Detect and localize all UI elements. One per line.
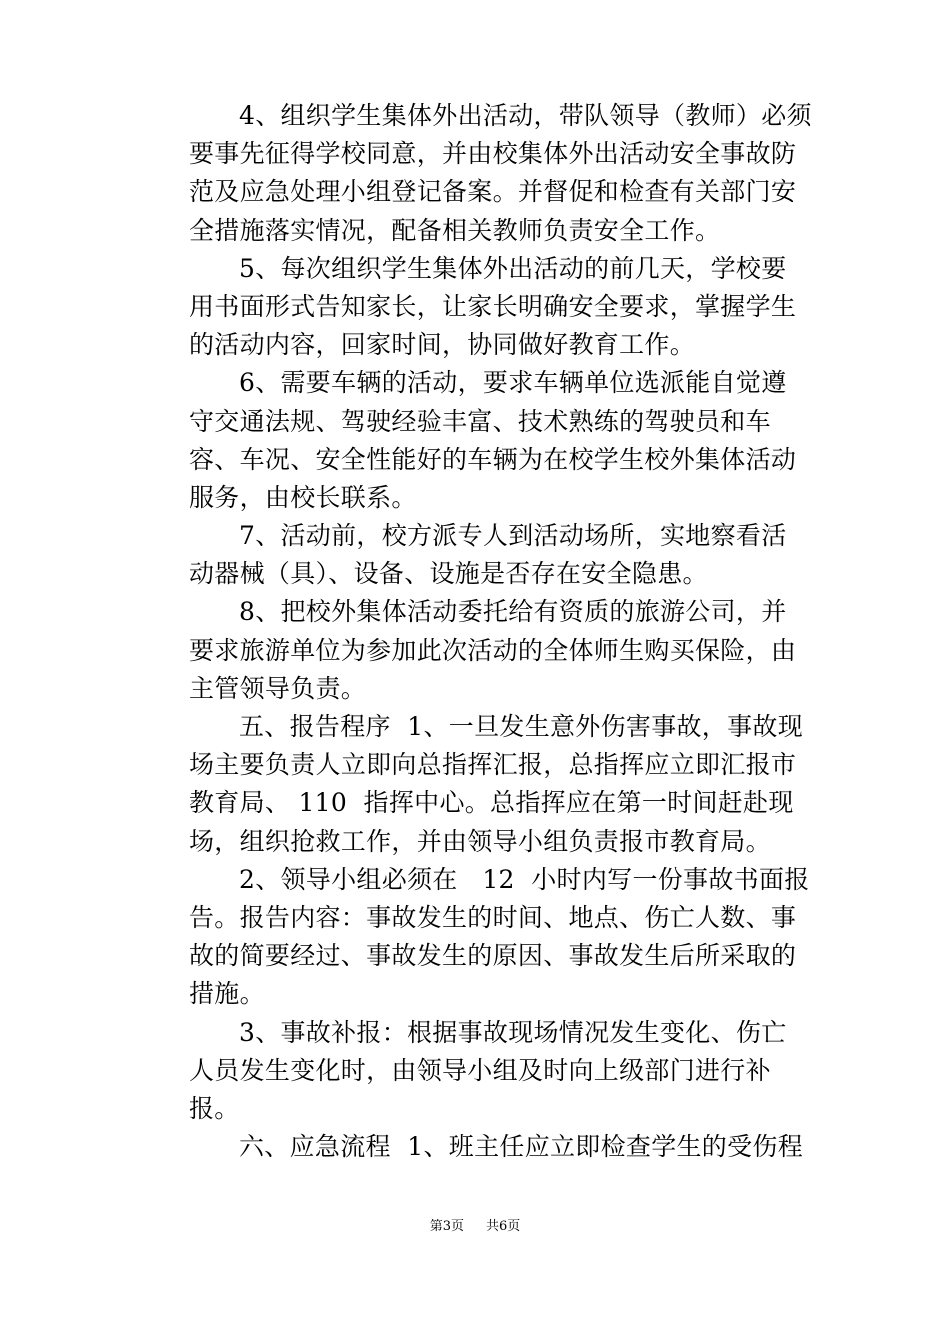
text-line: 6、需要车辆的活动，要求车辆单位选派能自觉遵	[239, 368, 787, 398]
text-line: 故的简要经过、事故发生的原因、事故发生后所采取的	[189, 941, 797, 971]
text-line: 2、领导小组必须在 12 小时内写一份事故书面报	[239, 864, 810, 894]
text-line: 报。	[189, 1093, 240, 1123]
text-line: 3、事故补报：根据事故现场情况发生变化、伤亡	[239, 1017, 787, 1047]
text-line: 7、活动前，校方派专人到活动场所，实地察看活	[239, 521, 787, 551]
text-line: 五、报告程序 1、一旦发生意外伤害事故，事故现	[239, 712, 804, 741]
text-line: 要求旅游单位为参加此次活动的全体师生购买保险，由	[189, 635, 797, 665]
text-line: 主管领导负责。	[189, 673, 367, 703]
text-line: 范及应急处理小组登记备案。并督促和检查有关部门安	[189, 177, 797, 207]
text-line: 动器械（具）、设备、设施是否存在安全隐患。	[189, 559, 708, 589]
page-footer	[0, 1218, 950, 1236]
text-line: 服务，由校长联系。	[189, 482, 417, 512]
text-line: 容、车况、安全性能好的车辆为在校学生校外集体活动	[189, 444, 797, 474]
text-line: 全措施落实情况，配备相关教师负责安全工作。	[189, 215, 721, 245]
text-line: 告。报告内容：事故发生的时间、地点、伤亡人数、事	[189, 902, 797, 932]
text-line: 的活动内容，回家时间，协同做好教育工作。	[189, 330, 696, 360]
text-line: 措施。	[189, 979, 265, 1009]
text-line: 教育局、 110 指挥中心。总指挥应在第一时间赶赴现	[189, 788, 794, 818]
text-line: 5、每次组织学生集体外出活动的前几天，学校要	[239, 253, 787, 283]
text-line: 六、应急流程 1、班主任应立即检查学生的受伤程	[239, 1132, 804, 1162]
text-line: 4、组织学生集体外出活动，带队领导（教师）必须	[239, 101, 812, 130]
document-body	[189, 97, 812, 1166]
text-line: 守交通法规、驾驶经验丰富、技术熟练的驾驶员和车	[189, 406, 771, 436]
page-number: 第3页	[429, 1219, 464, 1234]
text-line: 场主要负责人立即向总指挥汇报，总指挥应立即汇报市	[189, 750, 797, 780]
text-line: 用书面形式告知家长，让家长明确安全要求，掌握学生	[189, 291, 797, 321]
page-total: 共6页	[486, 1219, 521, 1234]
text-line: 人员发生变化时，由领导小组及时向上级部门进行补	[189, 1055, 771, 1085]
text-line: 场，组织抢救工作，并由领导小组负责报市教育局。	[189, 826, 771, 856]
text-line: 要事先征得学校同意，并由校集体外出活动安全事故防	[189, 139, 797, 169]
text-line: 8、把校外集体活动委托给有资质的旅游公司，并	[239, 597, 787, 627]
